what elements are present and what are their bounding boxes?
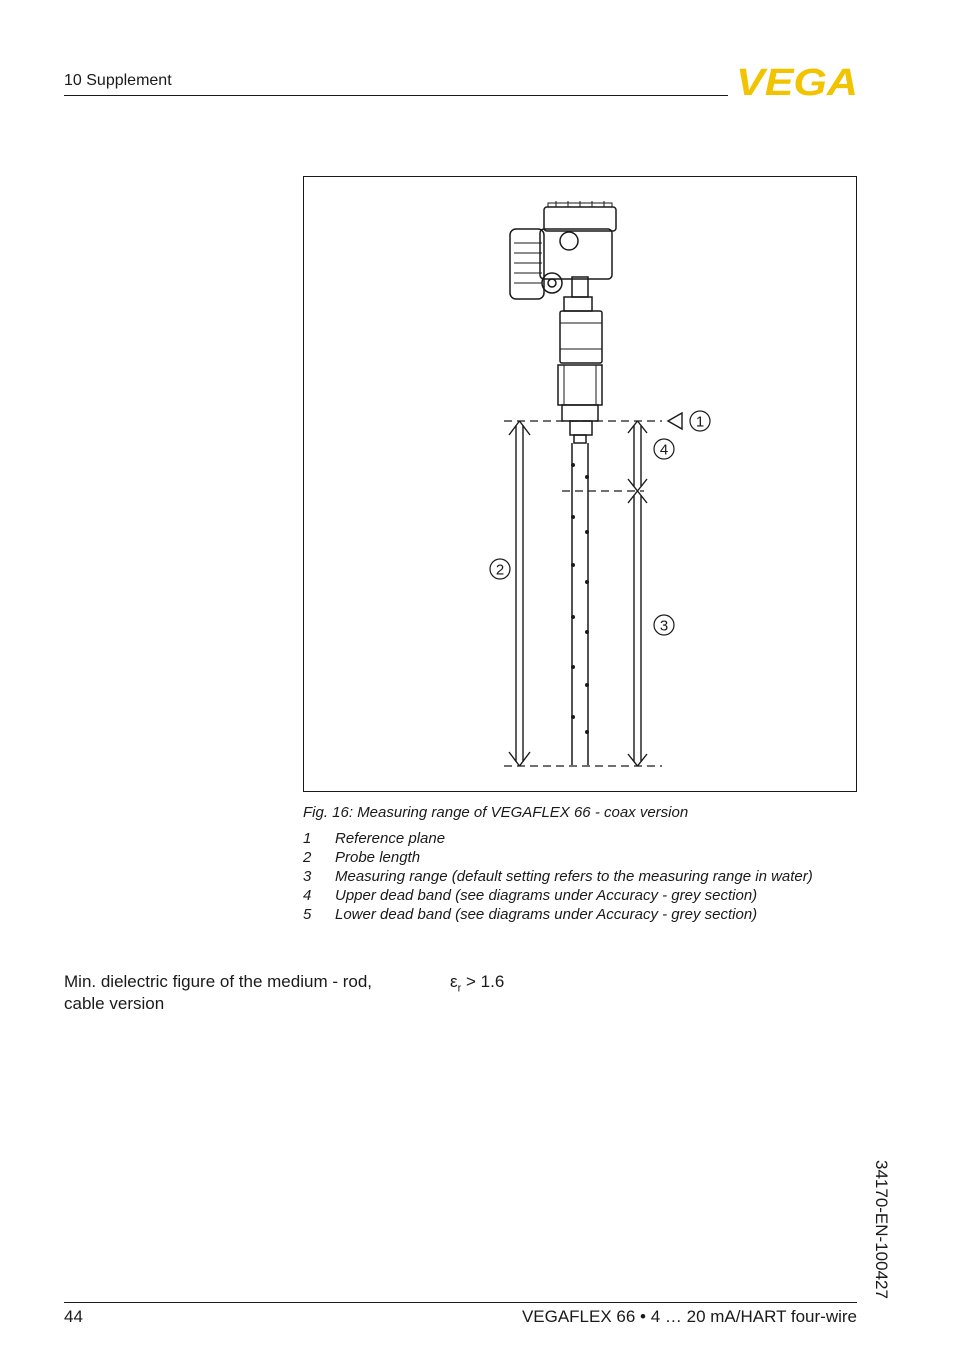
process-fitting-hex <box>558 365 602 405</box>
figure-legend <box>303 830 813 925</box>
figure-caption: Fig. 16: Measuring range of VEGAFLEX 66 - coax version <box>303 804 689 821</box>
svg-text:2: 2 <box>495 561 505 579</box>
housing-ground-terminal <box>572 277 588 297</box>
document-id: 34170-EN-100427 <box>872 1160 891 1299</box>
legend-item: 1 Reference plane <box>303 830 446 847</box>
housing-gland-circle <box>542 273 562 293</box>
housing-vent-circle <box>560 232 578 250</box>
spec-value: $\varepsilon_r > 1.6$ <box>450 972 505 995</box>
probe-neck <box>564 297 592 311</box>
measuring-range-arrow <box>628 491 647 766</box>
page-number: 44 <box>64 1307 83 1326</box>
marker-3 <box>654 615 674 635</box>
svg-text:3: 3 <box>659 617 669 635</box>
footer-title: VEGAFLEX 66 • 4 … 20 mA/HART four-wire <box>521 1307 857 1326</box>
header-rule <box>64 95 728 96</box>
reference-plane-triangle <box>668 413 682 429</box>
footer-rule <box>64 1302 857 1303</box>
housing-cable-entry <box>510 229 544 299</box>
spec-label: Min. dielectric figure of the medium - rod, cable version <box>64 972 373 1013</box>
marker-2 <box>490 559 510 579</box>
svg-text:4: 4 <box>659 441 669 459</box>
header-section-title: 10 Supplement <box>64 72 172 89</box>
housing-top-cover <box>544 207 616 231</box>
probe-adapter <box>560 311 602 363</box>
vega-logo-text: VEGA <box>736 64 858 98</box>
legend-item: 4 Upper dead band (see diagrams under Accuracy - grey section) <box>303 887 758 904</box>
process-thread <box>562 405 598 421</box>
marker-4 <box>654 439 674 459</box>
vega-logo <box>735 64 859 98</box>
figure-frame <box>303 176 857 792</box>
legend-item: 3 Measuring range (default setting refers to the measuring range in water) <box>303 868 813 885</box>
marker-1 <box>690 411 710 431</box>
probe-length-arrow <box>509 421 530 766</box>
upper-dead-band-arrow <box>628 421 647 491</box>
svg-text:1: 1 <box>695 413 705 431</box>
legend-item: 5 Lower dead band (see diagrams under Accuracy - grey section) <box>303 906 758 923</box>
coax-nut <box>570 421 592 435</box>
legend-item: 2 Probe length <box>303 849 421 866</box>
probe-drawing <box>304 177 856 791</box>
